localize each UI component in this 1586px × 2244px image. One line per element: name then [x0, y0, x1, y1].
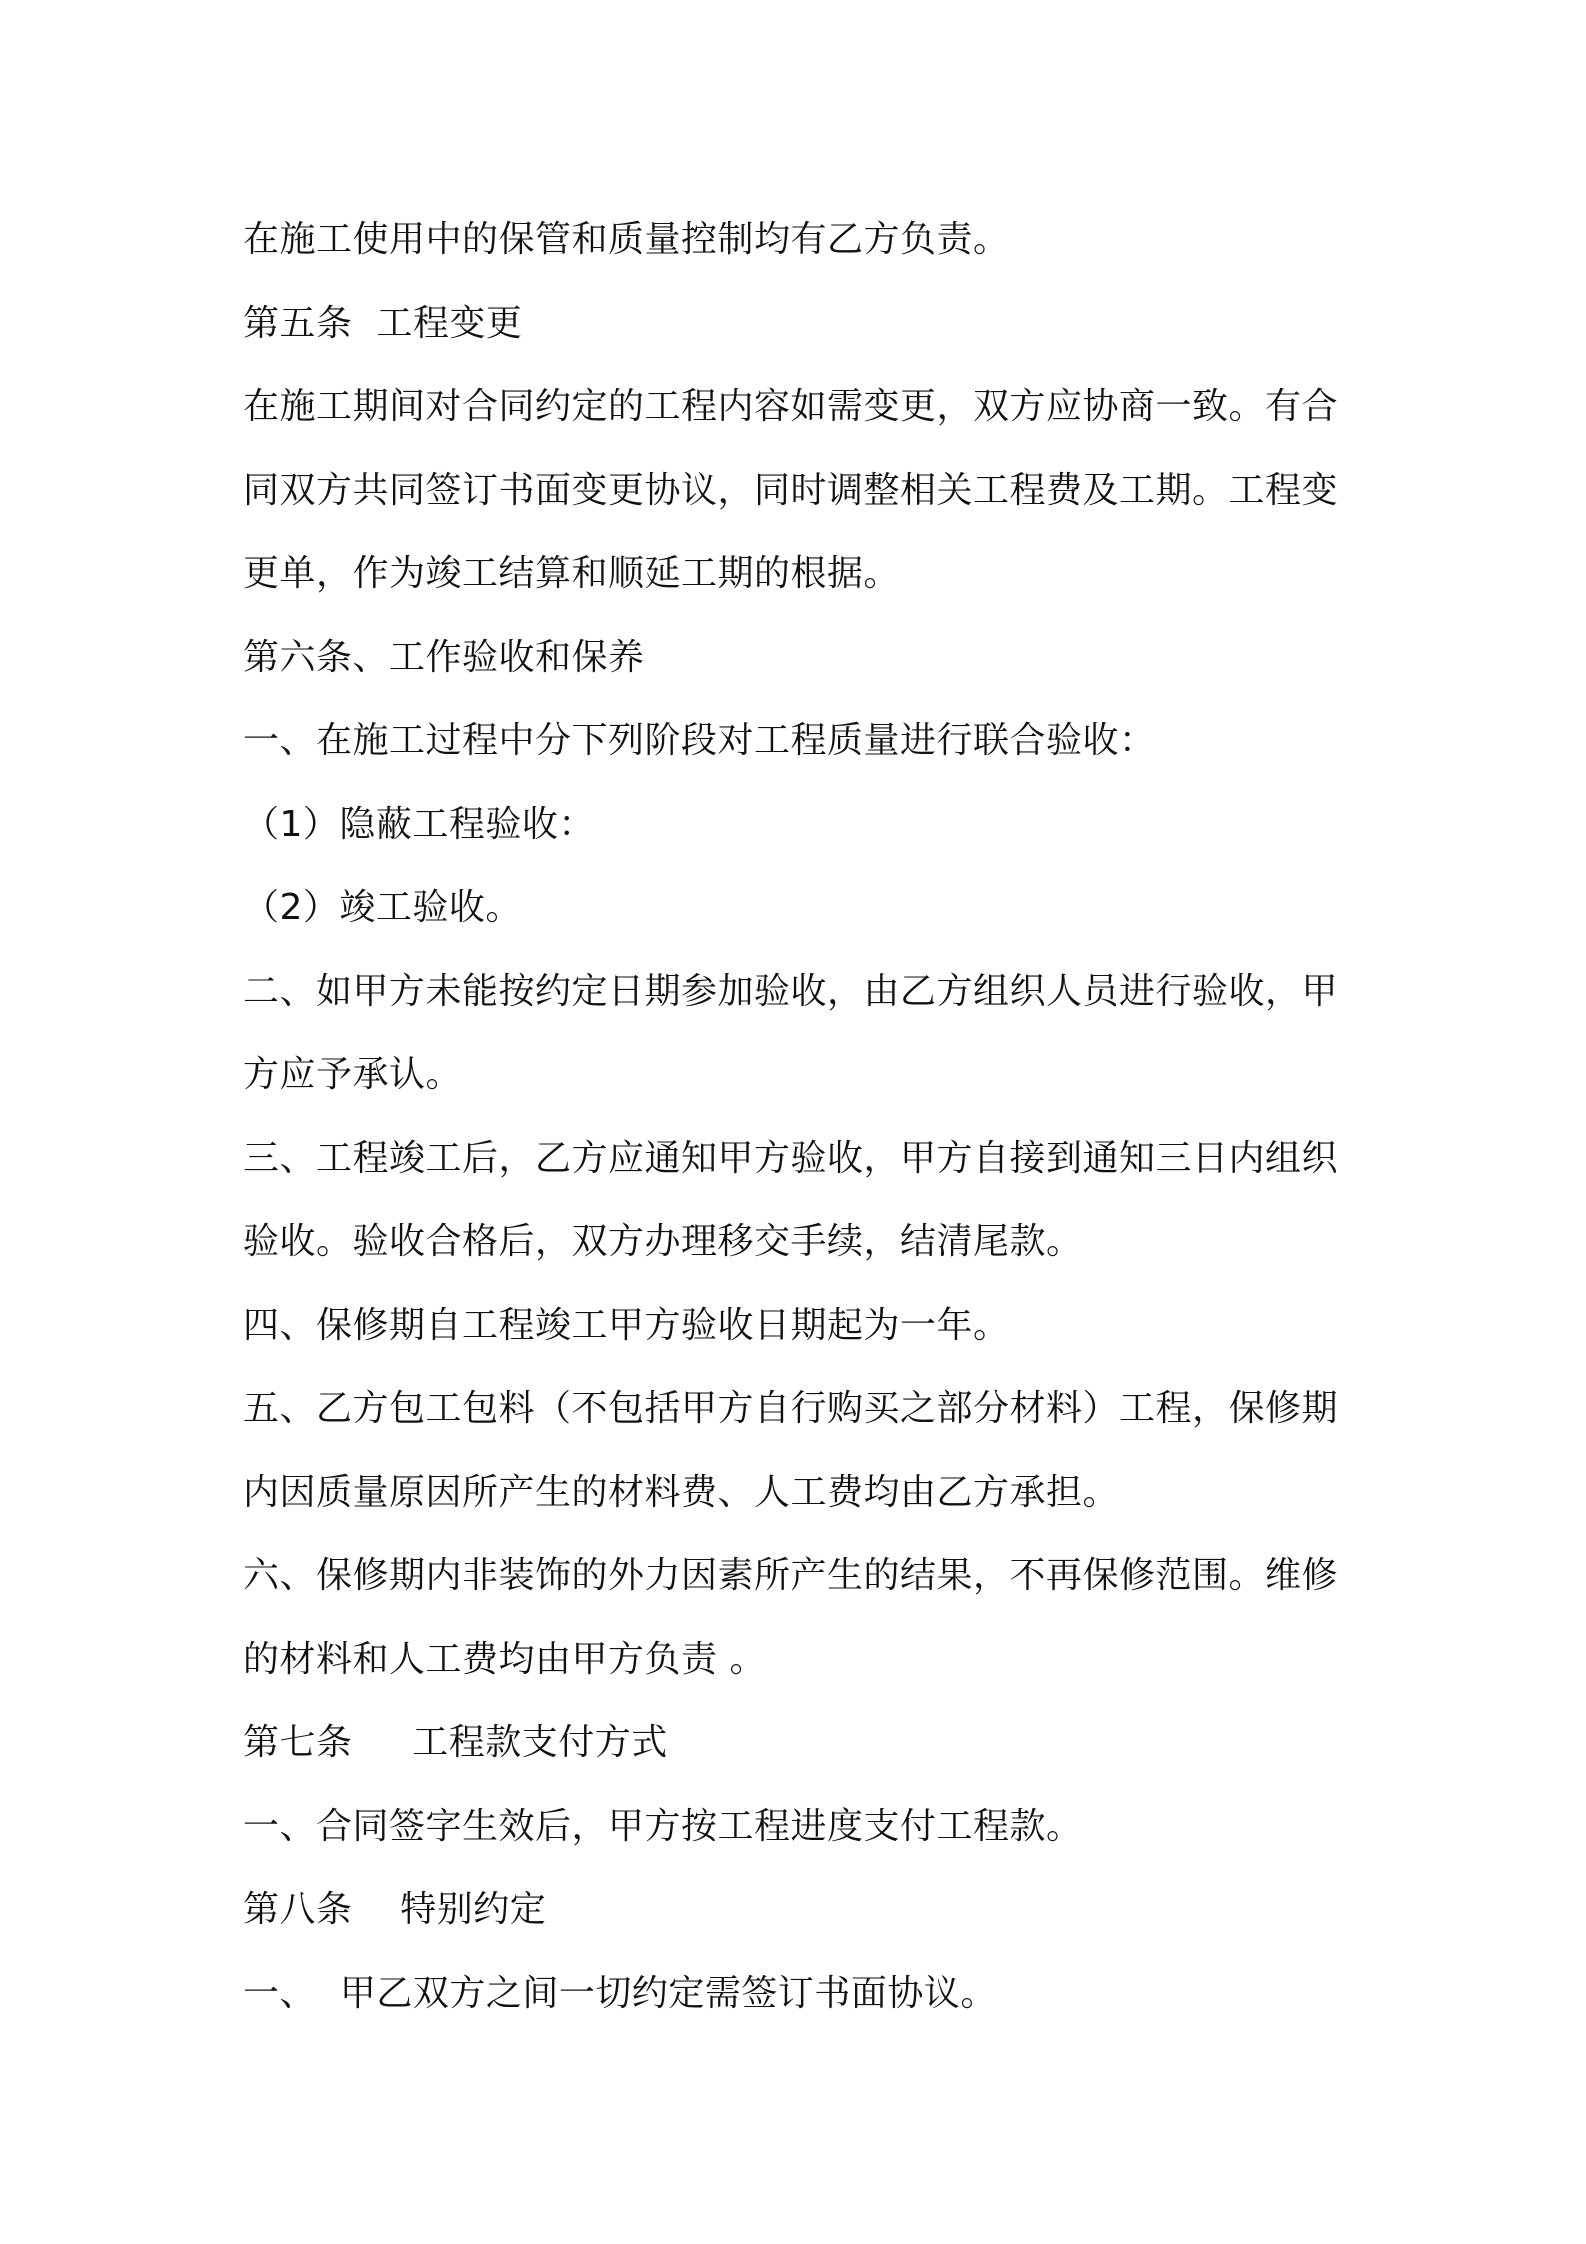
paragraph-line: 三、工程竣工后，乙方应通知甲方验收，甲方自接到通知三日内组织 [243, 1137, 1339, 1179]
paragraph-line: 在施工期间对合同约定的工程内容如需变更，双方应协商一致。有合 [243, 386, 1339, 427]
paragraph-line: 六、保修期内非装饰的外力因素所产生的结果，不再保修范围。维修 [243, 1555, 1339, 1596]
paragraph-line: 一、合同签字生效后，甲方按工程进度支付工程款。 [243, 1805, 1083, 1847]
list-item: （1）隐蔽工程验收： [243, 803, 595, 845]
paragraph-line: 的材料和人工费均由甲方负责 。 [243, 1638, 766, 1680]
paragraph-line: 验收。验收合格后，双方办理移交手续，结清尾款。 [243, 1221, 1083, 1262]
section-heading-article-7: 第七条 工程款支付方式 [243, 1722, 668, 1763]
paragraph-line: 同双方共同签订书面变更协议，同时调整相关工程费及工期。工程变 [243, 469, 1339, 511]
paragraph-line: 一、在施工过程中分下列阶段对工程质量进行联合验收： [243, 720, 1156, 761]
paragraph-line: 方应予承认。 [243, 1054, 463, 1095]
list-item: （2）竣工验收。 [243, 887, 522, 928]
section-heading-article-8: 第八条 特别约定 [243, 1889, 547, 1930]
paragraph-line: 五、乙方包工包料（不包括甲方自行购买之部分材料）工程，保修期 [243, 1388, 1339, 1429]
paragraph-line: 二、如甲方未能按约定日期参加验收，由乙方组织人员进行验收，甲 [243, 970, 1339, 1012]
paragraph-line: 一、 甲乙双方之间一切约定需签订书面协议。 [243, 1972, 997, 2014]
section-heading-article-6: 第六条、工作验收和保养 [243, 636, 645, 678]
paragraph-line: 内因质量原因所产生的材料费、人工费均由乙方承担。 [243, 1471, 1120, 1513]
document-body [243, 198, 1363, 2035]
paragraph-line: 在施工使用中的保管和质量控制均有乙方负责。 [243, 219, 1010, 260]
paragraph-line: 四、保修期自工程竣工甲方验收日期起为一年。 [243, 1304, 1010, 1346]
paragraph-line: 更单，作为竣工结算和顺延工期的根据。 [243, 553, 901, 594]
section-heading-article-5: 第五条 工程变更 [243, 302, 523, 344]
